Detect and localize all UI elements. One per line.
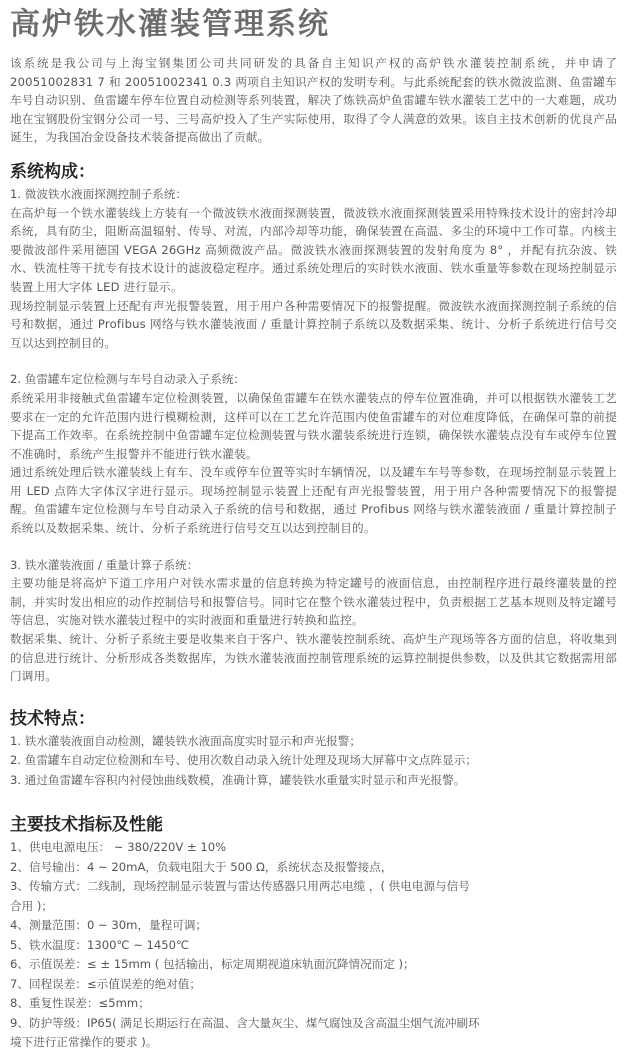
subsystem-1-paragraph: 现场控制显示装置上还配有声光报警装置，用于用户各种需要情况下的报警提醒。微波铁水液面探测控制子系统的信号和数据，通过 Profibus 网络与铁水灌装液面 / 重量计算控制子系统以及数据采集、统计、分析子系统进行信号交互以达到控制目的。: [10, 298, 617, 350]
feature-item: 1. 铁水灌装液面自动检测，罐装铁水液面高度实时显示和声光报警；: [10, 733, 361, 748]
feature-item: 3. 通过鱼雷罐车容积内衬侵蚀曲线数模，准确计算，罐装铁水重量实时显示和声光报警。: [10, 772, 466, 787]
spec-item: 4、测量范围：0 ~ 30m，量程可调；: [10, 918, 208, 933]
subsystem-2-title: 2. 鱼雷罐车定位检测与车号自动录入子系统：: [10, 372, 246, 387]
intro-paragraph: 该系统是我公司与上海宝钢集团公司共同研发的具备自主知识产权的高炉铁水灌装控制系统，并申请了 20051002831 7 和 20051002341 0.3 两项自主知识产权的发明专利。与此系统配套的铁水微波监测、鱼雷罐车车号自动识别、鱼雷罐车停车位置自动检测等系列装置，解决了炼铁高炉鱼雷罐车铁水灌装工艺中的一大难题，成功地在宝钢股份宝钢分公司一号、三号高炉投入了生产实际使用，取得了令人满意的效果。该自主技术创新的优良产品诞生，为我国冶金设备技术装备提高做出了贡献。: [10, 56, 617, 145]
spec-item: 8、重复性误差：≤5mm；: [10, 996, 150, 1011]
spec-item: 3、传输方式：二线制，现场控制显示装置与雷达传感器只用两芯电缆 ，( 供电电源与信号合用 )；: [10, 879, 470, 913]
spec-item: 2、信号输出：4 ~ 20mA，负载电阻大于 500 Ω，系统状态及报警接点，: [10, 859, 393, 874]
spec-item: 9、防护等级：IP65( 满足长期运行在高温、含大量灰尘、煤气腐蚀及含高温尘烟气流冲刷环境下进行正常操作的要求 )。: [10, 1015, 480, 1050]
subsystem-2-paragraph: 系统采用非接触式鱼雷罐车定位检测装置，以确保鱼雷罐车在铁水灌装点的停车位置准确，并可以根据铁水灌装工艺要求在一定的允许范围内进行模糊检测，这样可以在工艺允许范围内使鱼雷罐车的对位难度降低，在确保可靠的前提下提高工作效率。在系统控制中鱼雷罐车定位检测装置与铁水灌装系统进行连锁，确保铁水灌装点没有车或停车位置不准确时，系统产生报警并不能进行铁水灌装。: [10, 390, 617, 461]
composition-heading: 系统构成：: [10, 161, 95, 182]
spec-item: 5、铁水温度：1300℃ ~ 1450℃: [10, 937, 190, 952]
feature-item: 2. 鱼雷罐车自动定位检测和车号、使用次数自动录入统计处理及现场大屏幕中文点阵显示；: [10, 753, 477, 768]
specs-list: [10, 838, 480, 1053]
subsystem-3-paragraph: 数据采集、统计、分析子系统主要是收集来自于客户、铁水灌装控制系统、高炉生产现场等各方面的信息，将收集到的信息进行统计、分析形成各类数据库，为铁水灌装液面控制管理系统的运算控制提供参数，以及供其它数据需用部门调用。: [10, 632, 617, 684]
subsystem-3-title: 3. 铁水灌装液面 / 重量计算子系统：: [10, 557, 199, 572]
subsystem-2-paragraph: 通过系统处理后铁水灌装线上有车、没车或停车位置等实时车辆情况，以及罐车车号等参数，在现场控制显示装置上用 LED 点阵大字体汉字进行显示。现场控制显示装置上还配有声光报警装置，用于用户各种需要情况下的报警提醒。鱼雷罐车定位检测与车号自动录入子系统的信号和数据，通过 Profibus 网络与铁水灌装液面 / 重量计算控制子系统以及数据采集、统计、分析子系统进行信号交互以达到控制目的。: [10, 465, 617, 536]
specs-heading: 主要技术指标及性能: [10, 815, 163, 836]
spec-item: 1、供电电源电压： ~ 380/220V ± 10%: [10, 840, 227, 855]
page-title: 高炉铁水灌装管理系统: [10, 7, 330, 42]
spec-item: 7、回程误差：≤示值误差的绝对值；: [10, 976, 201, 991]
subsystem-1-paragraph: 在高炉每一个铁水灌装线上方装有一个微波铁水液面探测装置，微波铁水液面探测装置采用特殊技术设计的密封冷却系统，具有防尘，阻断高温辐射、传导、对流，内部冷却等功能，确保装置在高温、多尘的环境中工作可靠。内核主要微波部件采用德国 VEGA 26GHz 高频微波产品。微波铁水液面探测装置的发射角度为 8° ，并配有抗杂波、铁水、铁流柱等干扰专有技术设计的滤波稳定程序。通过系统处理后的实时铁水液面、铁水重量等参数在现场控制显示装置上用大字体 LED 进行显示。: [10, 205, 617, 294]
subsystem-1-title: 1. 微波铁水液面探测控制子系统：: [10, 186, 188, 201]
subsystem-3-paragraph: 主要功能是将高炉下道工序用户对铁水需求量的信息转换为特定罐号的液面信息，由控制程序进行最终灌装量的控制，并实时发出相应的动作控制信号和报警信号。同时它在整个铁水灌装过程中，负责根据工艺基本规则及特定罐号等信息，实施对铁水灌装过程中的实时液面和重量进行转换和监控。: [10, 576, 617, 628]
features-heading: 技术特点：: [10, 708, 95, 729]
spec-item: 6、示值误差：≤ ± 15mm ( 包括输出，标定周期视道床轨面沉降情况而定 )；: [10, 957, 415, 972]
